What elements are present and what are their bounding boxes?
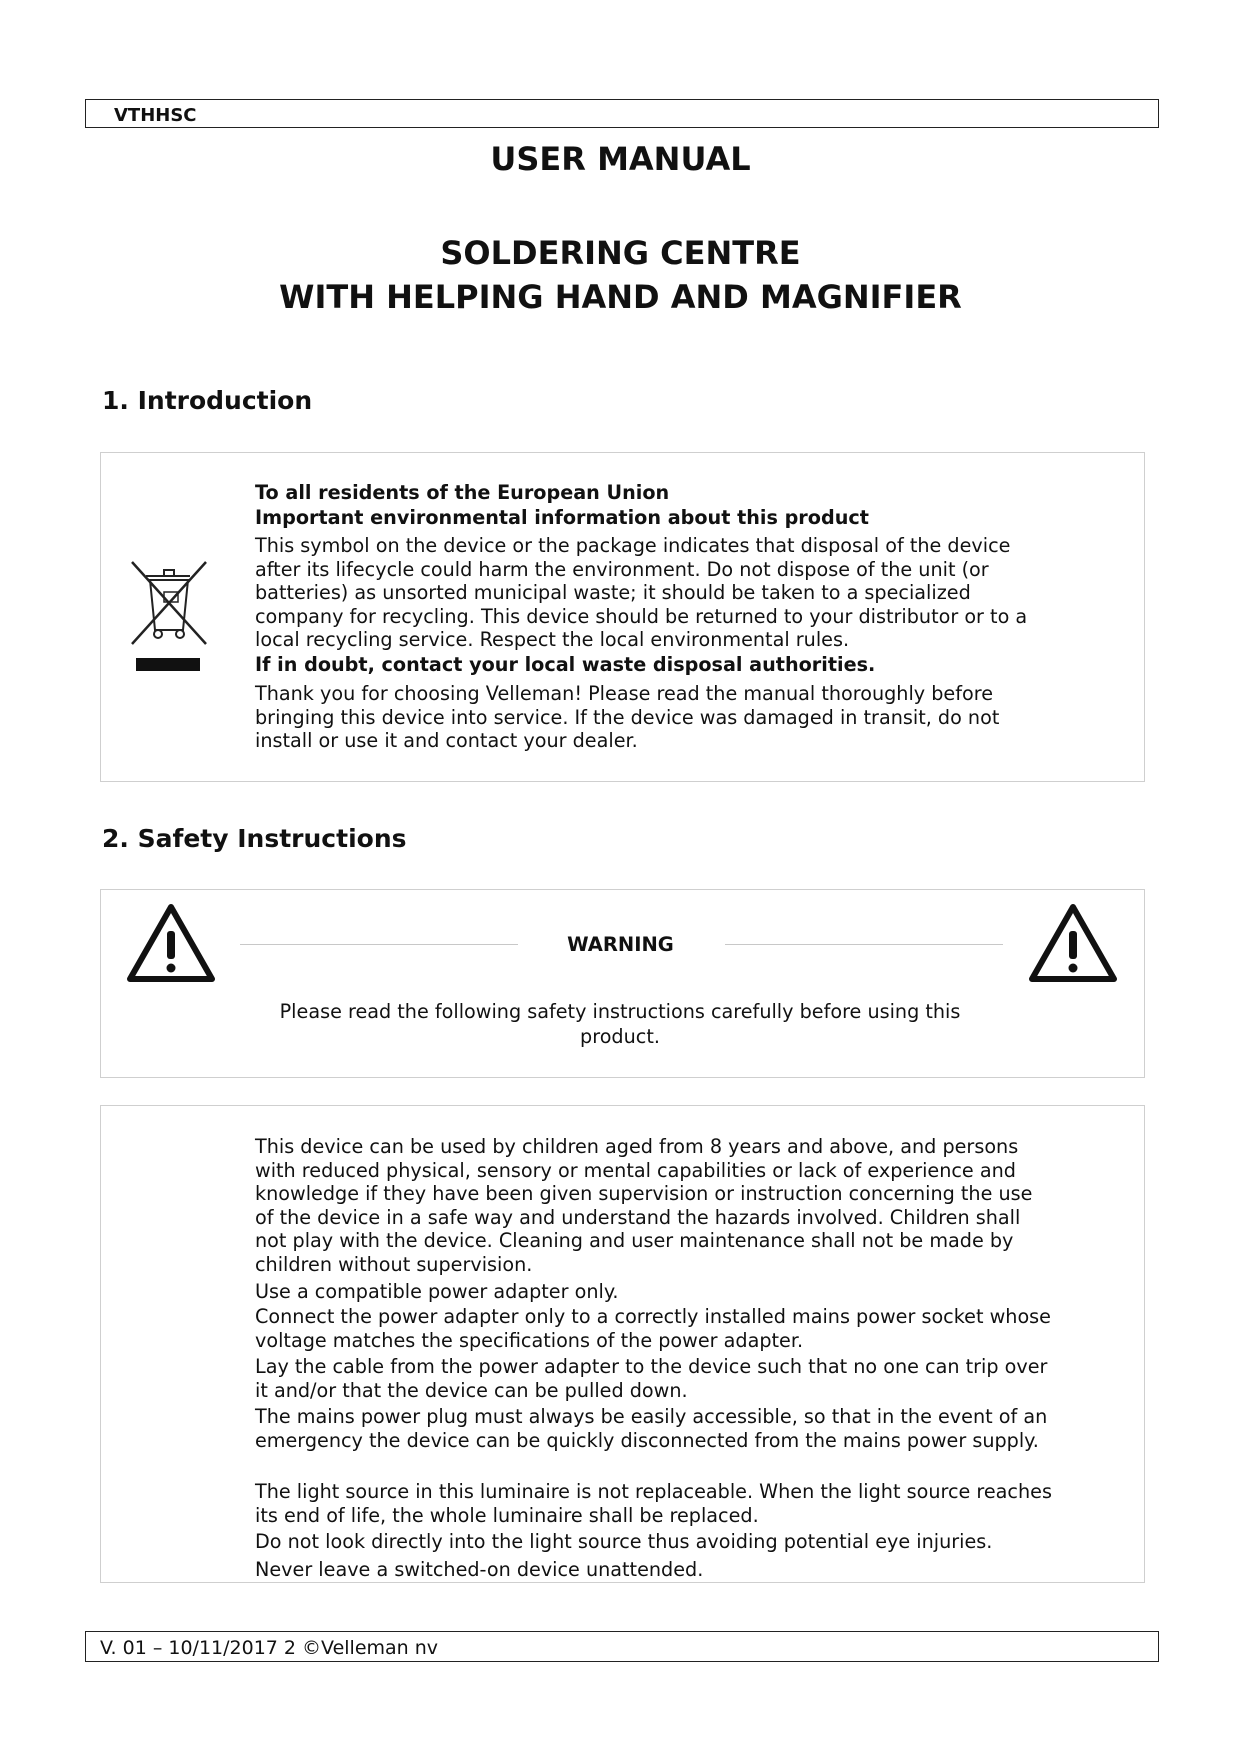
safety-instruction-cable: Lay the cable from the power adapter to the device such that no one can trip over it and/or that the device can be pulled down.	[255, 1355, 1048, 1402]
header-bar	[85, 99, 1159, 128]
title-product-line2: WITH HELPING HAND AND MAGNIFIER	[279, 278, 962, 316]
disposal-paragraph: This symbol on the device or the package indicates that disposal of the device after its lifecycle could harm the environment. Do not dispose of the unit (or batteries) as unsorted municipal waste; it should be taken to a specialized company for recycling. This device should be returned to your distributor or to a local recycling service. Respect the local environmental rules.	[255, 534, 1028, 651]
safety-instruction-eye: Do not look directly into the light source thus avoiding potential eye injuries.	[255, 1530, 993, 1553]
eu-residents-heading: To all residents of the European Union	[255, 481, 670, 504]
safety-instruction-plug: The mains power plug must always be easily accessible, so that in the event of an emergency the device can be quickly disconnected from the mains power supply.	[255, 1405, 1048, 1452]
safety-instruction-children: This device can be used by children aged from 8 years and above, and persons with reduced physical, sensory or mental capabilities or lack of experience and knowledge if they have been given supervision or instruction concerning the use of the device in a safe way and understand the hazards involved. Children shall not play with the device. Cleaning and user maintenance shall not be made by children without supervision.	[255, 1135, 1033, 1276]
environmental-info-heading: Important environmental information about this product	[255, 506, 869, 529]
warning-text: Please read the following safety instructions carefully before using this product.	[279, 1000, 961, 1048]
product-code: VTHHSC	[114, 105, 197, 126]
title-product-line1: SOLDERING CENTRE	[440, 234, 801, 272]
safety-instruction-adapter: Use a compatible power adapter only.	[255, 1280, 619, 1303]
title-user-manual: USER MANUAL	[490, 140, 751, 178]
section-heading-safety: 2. Safety Instructions	[102, 824, 407, 853]
safety-instruction-unattended: Never leave a switched-on device unattended.	[255, 1558, 704, 1581]
warning-box	[100, 889, 1145, 1078]
footer-version: V. 01 – 10/11/2017 2 ©Velleman nv	[100, 1637, 439, 1659]
safety-instruction-light-source: The light source in this luminaire is not replaceable. When the light source reaches its end of life, the whole luminaire shall be replaced.	[255, 1480, 1052, 1527]
thank-you-paragraph: Thank you for choosing Velleman! Please read the manual thoroughly before bringing this device into service. If the device was damaged in transit, do not install or use it and contact your dealer.	[255, 682, 1000, 752]
safety-instruction-socket: Connect the power adapter only to a correctly installed mains power socket whose voltage matches the specifications of the power adapter.	[255, 1305, 1051, 1352]
contact-authorities-paragraph: If in doubt, contact your local waste disposal authorities.	[255, 653, 876, 676]
section-heading-introduction: 1. Introduction	[102, 386, 313, 415]
weee-crossed-bin-icon	[128, 558, 214, 674]
footer-bar	[85, 1631, 1159, 1662]
warning-label: WARNING	[567, 933, 674, 956]
